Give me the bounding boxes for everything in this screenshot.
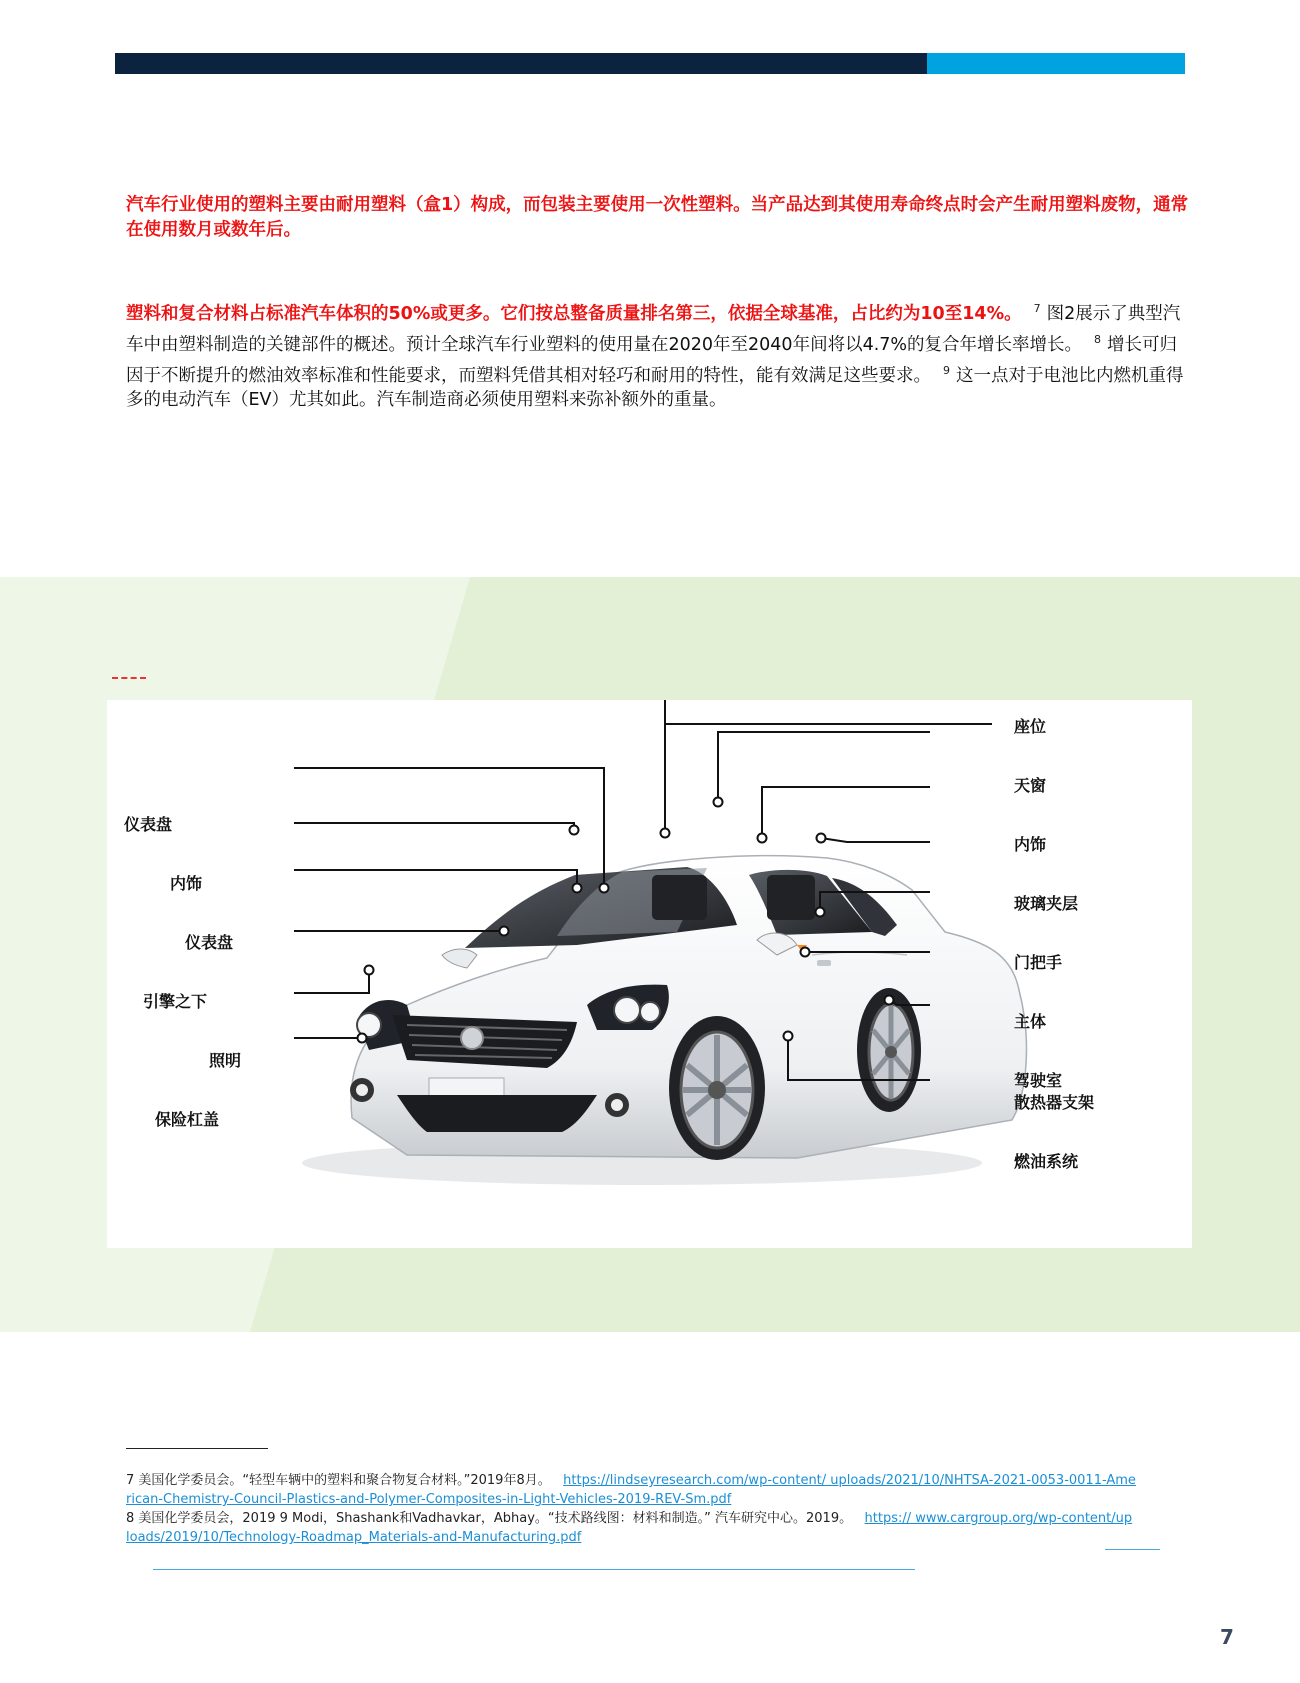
label-right-9: 燃油系统 [1014, 1152, 1079, 1171]
footnote-8-link[interactable]: https:// www.cargroup.org/wp-content/up [864, 1511, 1133, 1526]
footnote-7 [126, 1471, 1186, 1509]
page-number: 7 [1220, 1625, 1234, 1649]
footnote-ref-9[interactable]: 9 [943, 363, 950, 377]
label-right-3: 内饰 [1014, 835, 1047, 854]
footnote-8-text: 8 美国化学委员会，2019 9 Modi，Shashank和Vadhavkar，Abhay。“技术路线图：材料和制造。” 汽车研究中心。2019。 [126, 1511, 853, 1526]
intro-highlight: 汽车行业使用的塑料主要由耐用塑料（盒1）构成，而包装主要使用一次性塑料。当产品达到其使用寿命终点时会产生耐用塑料废物，通常在使用数月或数年后。 [126, 195, 1189, 240]
label-right-4: 玻璃夹层 [1014, 894, 1079, 913]
figure-caption-mark [112, 677, 146, 679]
label-right-8: 散热器支架 [1014, 1093, 1095, 1112]
footnote-7-link[interactable]: https://lindseyresearch.com/wp-content/ uploads/2021/10/NHTSA-2021-0053-0011-Ame [563, 1473, 1136, 1488]
label-right-2: 天窗 [1014, 776, 1047, 795]
label-right-5: 门把手 [1014, 953, 1063, 972]
label-left-5: 照明 [209, 1051, 242, 1070]
label-left-6: 保险杠盖 [155, 1110, 220, 1129]
footnote-rule [126, 1448, 268, 1449]
body-text-3: 这一点对于电池比内燃机重得多的电动汽车（EV）尤其如此。汽车制造商必须使用塑料来弥补额外的重量。 [126, 365, 1184, 411]
intro-paragraph [126, 193, 1192, 243]
footnote-7-link-cont[interactable]: rican-Chemistry-Council-Plastics-and-Polymer-Composites-in-Light-Vehicles-2019-REV-Sm.pdf [126, 1492, 732, 1507]
header-bar-blue [927, 53, 1185, 74]
body-paragraph [126, 296, 1192, 413]
footnote-link-rule-right [1105, 1549, 1160, 1550]
label-left-3: 仪表盘 [185, 933, 234, 952]
footnote-ref-7[interactable]: 7 [1033, 302, 1041, 315]
label-right-1: 座位 [1014, 717, 1047, 736]
footnote-7-text: 7 美国化学委员会。“轻型车辆中的塑料和聚合物复合材料。”2019年8月。 [126, 1473, 551, 1488]
label-right-7: 驾驶室 [1014, 1071, 1063, 1090]
label-right-6: 主体 [1014, 1012, 1047, 1031]
header-bar-navy [115, 53, 927, 74]
label-left-2: 内饰 [170, 874, 203, 893]
body-text-1: 图2展示了典型汽车中由塑料制造的关键部件的概述。预计全球汽车行业塑料的使用量在2020年至2040年间将以4.7%的复合年增长率增长。 [126, 303, 1181, 355]
footnote-link-rule-bottom [153, 1569, 915, 1570]
body-text-2: 增长可归因于不断提升的燃油效率标准和性能要求，而塑料凭借其相对轻巧和耐用的特性，能有效满足这些要求。 [126, 334, 1178, 386]
label-left-1: 仪表盘 [124, 815, 173, 834]
footnote-ref-8[interactable]: 8 [1094, 332, 1102, 346]
footnote-8 [126, 1509, 1186, 1547]
label-left-4: 引擎之下 [143, 992, 208, 1011]
footnote-8-link-cont[interactable]: loads/2019/10/Technology-Roadmap_Materials-and-Manufacturing.pdf [126, 1530, 582, 1545]
body-highlight: 塑料和复合材料占标准汽车体积的50%或更多。它们按总整备质量排名第三，依据全球基准，占比约为10至14%。 [126, 303, 1022, 324]
